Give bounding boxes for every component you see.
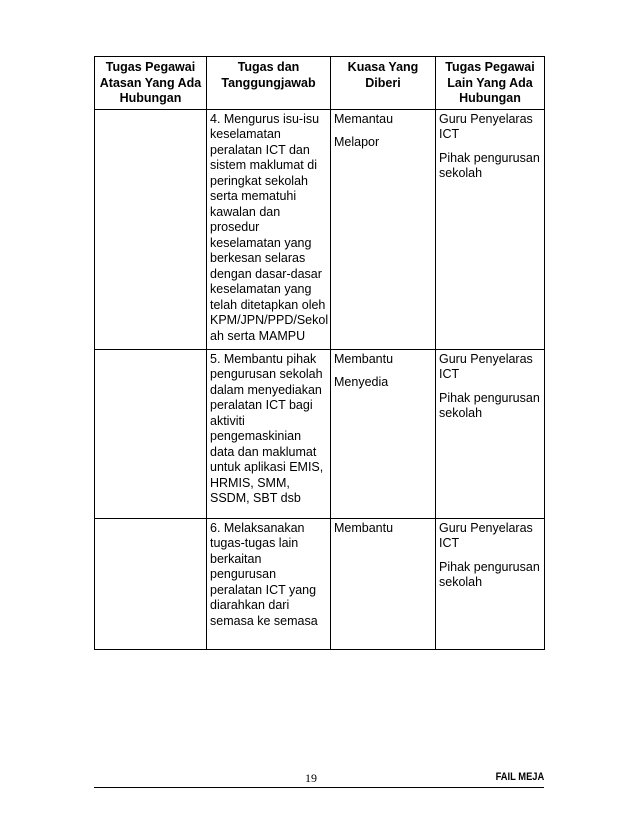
other-officer-item: Guru Penyelaras ICT xyxy=(439,111,533,141)
power-item: Memantau xyxy=(334,111,394,126)
power-item: Melapor xyxy=(334,135,380,149)
superior-officer-cell xyxy=(95,518,207,649)
header-other-officers: Tugas Pegawai Lain Yang Ada Hubungan xyxy=(436,57,545,110)
power-item: Membantu xyxy=(334,351,394,366)
footer-divider xyxy=(94,787,544,788)
other-officer-item: Pihak pengurusan sekolah xyxy=(439,150,540,180)
other-officer-item: Pihak pengurusan sekolah xyxy=(439,390,540,420)
page-number: 19 xyxy=(305,771,317,785)
other-officer-item: Pihak pengurusan sekolah xyxy=(439,559,540,589)
header-superior-officer: Tugas Pegawai Atasan Yang Ada Hubungan xyxy=(95,57,207,110)
power-item: Menyedia xyxy=(334,375,389,389)
other-officers-cell xyxy=(436,109,545,349)
power-item: Membantu xyxy=(334,520,394,535)
table-row xyxy=(95,109,545,349)
powers-cell xyxy=(331,109,436,349)
powers-cell xyxy=(331,518,436,649)
footer-label: FAIL MEJA xyxy=(495,771,544,783)
duties-table xyxy=(94,56,545,650)
superior-officer-cell xyxy=(95,349,207,518)
table-row xyxy=(95,349,545,518)
header-duties: Tugas dan Tanggungjawab xyxy=(207,57,331,110)
superior-officer-cell xyxy=(95,109,207,349)
header-powers: Kuasa Yang Diberi xyxy=(331,57,436,110)
other-officer-item: Guru Penyelaras ICT xyxy=(439,351,533,381)
duty-cell: 4. Mengurus isu-isu keselamatan peralatan ICT dan sistem maklumat di peringkat sekolah serta mematuhi kawalan dan prosedur keselamatan yang berkesan selaras dengan dasar-dasar keselamatan yang telah ditetapkan oleh KPM/JPN/PPD/Sekol ah serta MAMPU xyxy=(207,109,331,349)
other-officers-cell xyxy=(436,349,545,518)
table-header-row xyxy=(95,57,545,110)
other-officer-item: Guru Penyelaras ICT xyxy=(439,520,533,550)
other-officers-cell xyxy=(436,518,545,649)
duty-cell: 5. Membantu pihak pengurusan sekolah dalam menyediakan peralatan ICT bagi aktiviti pengemaskinian data dan maklumat untuk aplikasi EMIS, HRMIS, SMM, SSDM, SBT dsb xyxy=(207,349,331,518)
powers-cell xyxy=(331,349,436,518)
duty-cell: 6. Melaksanakan tugas-tugas lain berkaitan pengurusan peralatan ICT yang diarahkan dari semasa ke semasa xyxy=(207,518,331,649)
table-row xyxy=(95,518,545,649)
